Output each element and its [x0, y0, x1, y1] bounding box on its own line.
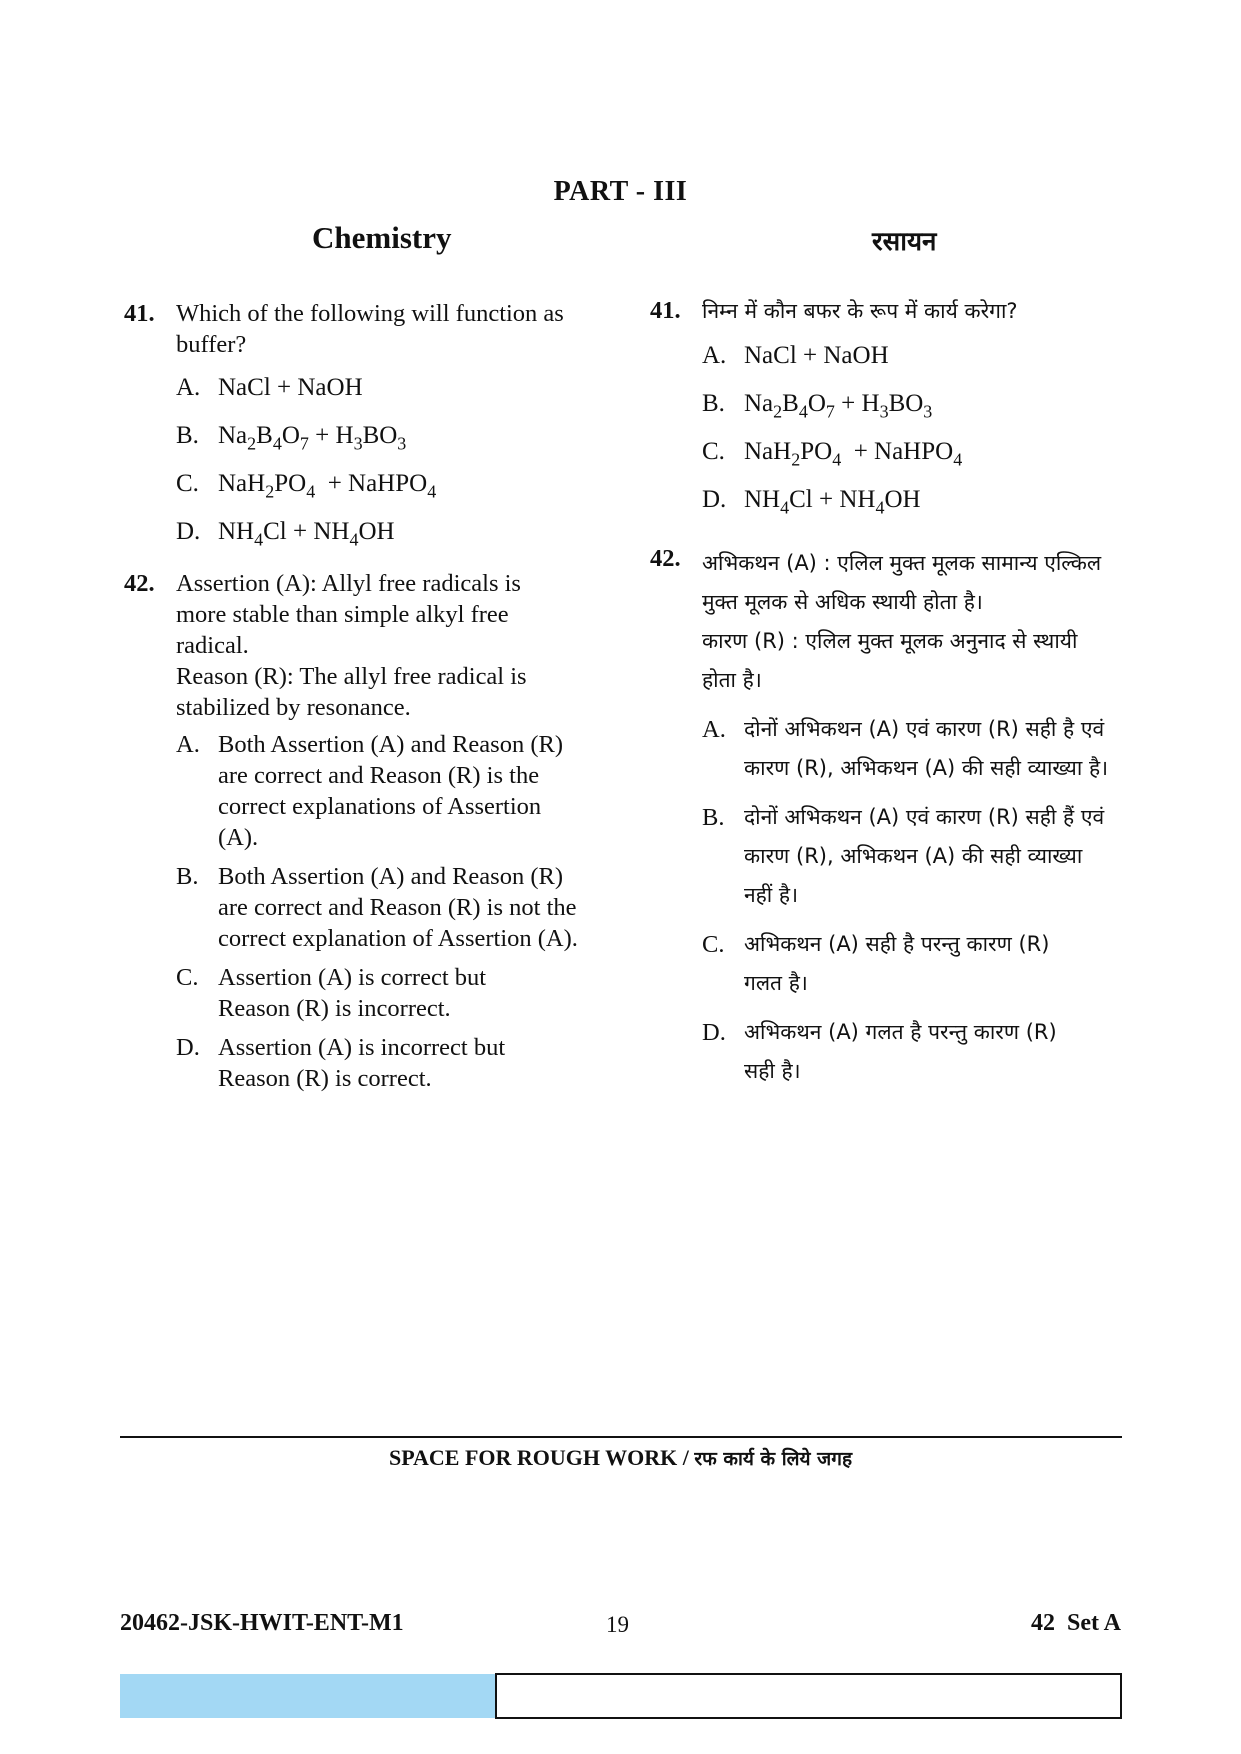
rough-work-hindi: रफ कार्य के लिये जगह — [694, 1448, 853, 1470]
option-d — [176, 510, 584, 554]
option-d — [176, 1032, 584, 1094]
options-list — [176, 729, 584, 1094]
option-formula: $NaH_2PO_4$ + NaHPO$_4$ — [218, 470, 437, 502]
option-letter: A. — [176, 731, 200, 758]
option-text: दोनों अभिकथन (A) एवं कारण (R) सही हैं एवं कारण (R), अभिकथन (A) की सही व्याख्या नहीं है। — [744, 805, 1105, 907]
question-42-hi — [650, 544, 1110, 1091]
question-number: 41. — [650, 297, 681, 324]
options-list — [702, 334, 1110, 522]
english-column — [124, 298, 584, 1102]
option-letter: B. — [702, 804, 725, 831]
option-letter: D. — [702, 486, 727, 513]
option-formula: NaCl + NaOH — [744, 342, 889, 369]
rough-work-label — [0, 1445, 1241, 1471]
option-formula: $NH_4Cl + NH_4OH$ — [218, 518, 395, 550]
option-formula: $NaH_2PO_4$ + NaHPO$_4$ — [744, 438, 963, 470]
option-letter: B. — [176, 863, 199, 890]
option-a — [702, 710, 1110, 788]
part-title: PART - III — [553, 176, 688, 207]
options-list — [702, 710, 1110, 1091]
option-letter: A. — [176, 374, 201, 401]
option-text: अभिकथन (A) सही है परन्तु कारण (R) गलत है। — [744, 932, 1050, 995]
question-number: 42. — [650, 545, 681, 572]
option-a — [702, 334, 1110, 378]
option-formula: $Na_2B_4O_7 + H_3BO_3$ — [744, 390, 933, 422]
assertion-text: Assertion (A): Allyl free radicals is more stable than simple alkyl free radical. — [176, 570, 521, 659]
option-letter: A. — [702, 716, 726, 743]
question-stem: निम्न में कौन बफर के रूप में कार्य करेगा? — [702, 299, 1018, 323]
option-text: Assertion (A) is incorrect but Reason (R) is correct. — [218, 1034, 506, 1092]
option-formula: $Na_2B_4O_7 + H_3BO_3$ — [218, 422, 407, 454]
option-formula: NaCl + NaOH — [218, 374, 363, 401]
reason-text: Reason (R): The allyl free radical is stabilized by resonance. — [176, 663, 527, 721]
option-d — [702, 1013, 1110, 1091]
option-letter: C. — [176, 470, 199, 497]
option-formula: $NH_4Cl + NH_4OH$ — [744, 486, 921, 518]
option-c — [176, 462, 584, 506]
option-letter: B. — [176, 422, 199, 449]
question-42-en — [124, 568, 584, 1094]
question-number: 41. — [124, 300, 155, 327]
option-c — [702, 430, 1110, 474]
question-41-hi — [650, 296, 1110, 522]
question-stem: Which of the following will function as buffer? — [176, 300, 564, 358]
option-c — [176, 962, 584, 1024]
option-letter: D. — [702, 1019, 726, 1046]
option-letter: D. — [176, 1034, 200, 1061]
option-b — [176, 414, 584, 458]
option-text: अभिकथन (A) गलत है परन्तु कारण (R) सही है। — [744, 1020, 1057, 1083]
blue-bar — [120, 1674, 495, 1718]
option-letter: C. — [702, 438, 725, 465]
subject-title-hindi: रसायन — [872, 227, 937, 257]
option-text: दोनों अभिकथन (A) एवं कारण (R) सही है एवं कारण (R), अभिकथन (A) की सही व्याख्या है। — [744, 717, 1109, 780]
option-letter: D. — [176, 518, 201, 545]
empty-box — [495, 1673, 1122, 1719]
option-text: Both Assertion (A) and Reason (R) are correct and Reason (R) is the correct explanations of Assertion (A). — [218, 731, 563, 851]
option-b — [176, 861, 584, 954]
options-list — [176, 366, 584, 554]
option-letter: B. — [702, 390, 725, 417]
rough-work-english: SPACE FOR ROUGH WORK / — [388, 1445, 695, 1470]
option-d — [702, 478, 1110, 522]
assertion-text: अभिकथन (A) : एलिल मुक्त मूलक सामान्य एल्किल मुक्त मूलक से अधिक स्थायी होता है। — [702, 551, 1102, 614]
option-text: Assertion (A) is correct but Reason (R) is incorrect. — [218, 964, 487, 1022]
option-letter: A. — [702, 342, 727, 369]
question-number: 42. — [124, 570, 155, 597]
page-number: 19 — [606, 1612, 629, 1637]
option-c — [702, 925, 1110, 1003]
subject-title-english: Chemistry — [312, 220, 452, 255]
paper-code: 20462-JSK-HWIT-ENT-M1 — [120, 1610, 404, 1636]
option-a — [176, 729, 584, 853]
horizontal-divider — [120, 1436, 1122, 1438]
reason-text: कारण (R) : एलिल मुक्त मूलक अनुनाद से स्थायी होता है। — [702, 629, 1078, 692]
option-a — [176, 366, 584, 410]
option-text: Both Assertion (A) and Reason (R) are correct and Reason (R) is not the correct explanation of Assertion (A). — [218, 863, 578, 952]
question-41-en — [124, 298, 584, 554]
option-b — [702, 382, 1110, 426]
option-letter: C. — [176, 964, 199, 991]
option-letter: C. — [702, 931, 725, 958]
hindi-column — [650, 296, 1110, 1095]
option-b — [702, 798, 1110, 915]
set-label: 42 Set A — [1031, 1610, 1121, 1636]
